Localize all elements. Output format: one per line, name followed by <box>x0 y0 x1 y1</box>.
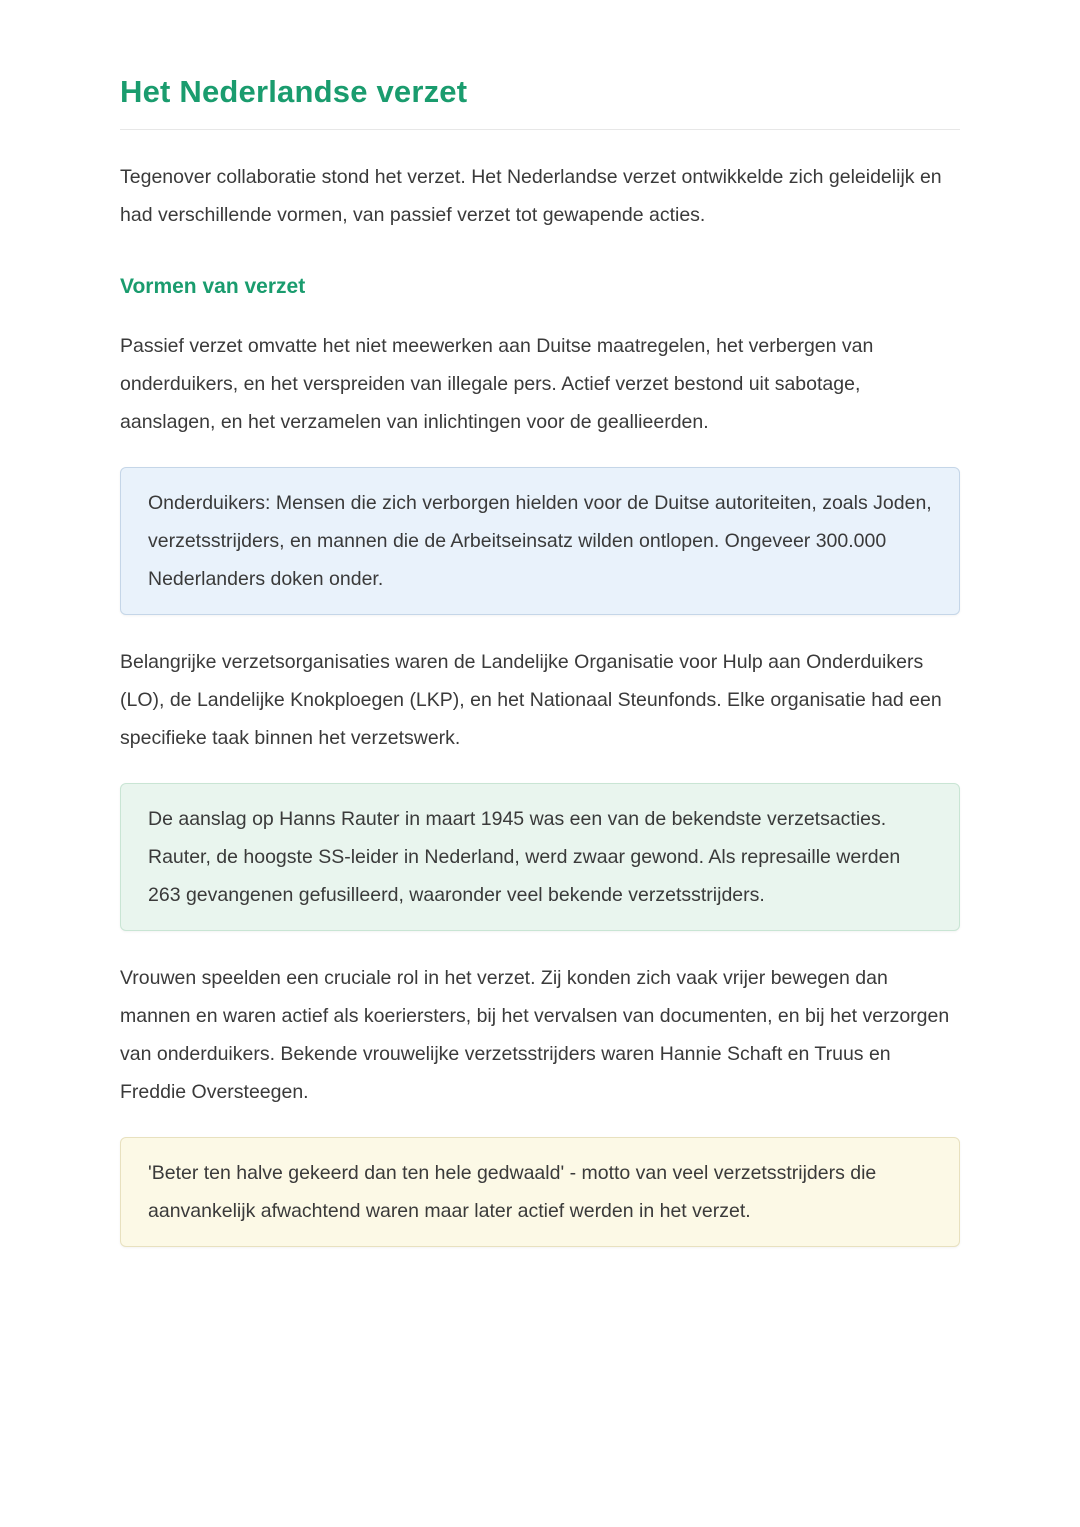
callout-definition-text: Onderduikers: Mensen die zich verborgen hielden voor de Duitse autoriteiten, zoals Joden, verzetsstrijders, en mannen die de Arbeitseinsatz wilden ontlopen. Ongeveer 300.000 Nederlanders doken onder. <box>148 491 932 590</box>
section-heading-vormen-van-verzet: Vormen van verzet <box>120 274 306 298</box>
callout-definition-onderduikers <box>120 467 960 615</box>
callout-motto-text: 'Beter ten halve gekeerd dan ten hele gedwaald' - motto van veel verzetsstrijders die aanvankelijk afwachtend waren maar later actief werden in het verzet. <box>148 1161 877 1222</box>
callout-event-text: De aanslag op Hanns Rauter in maart 1945 was een van de bekendste verzetsacties. Rauter, de hoogste SS-leider in Nederland, werd zwaar gewond. Als represaille werden 263 gevangenen gefusilleerd, waaronder veel bekende verzetsstrijders. <box>148 807 901 906</box>
callout-event-rauter <box>120 783 960 931</box>
callout-motto <box>120 1137 960 1247</box>
bottom-whitespace <box>120 1259 960 1261</box>
intro-paragraph: Tegenover collaboratie stond het verzet. Het Nederlandse verzet ontwikkelde zich geleidelijk en had verschillende vormen, van passief verzet tot gewapende acties. <box>120 165 942 226</box>
paragraph-vormen: Passief verzet omvatte het niet meewerken aan Duitse maatregelen, het verbergen van onderduikers, en het verspreiden van illegale pers. Actief verzet bestond uit sabotage, aanslagen, en het verzamelen van inlichtingen voor de geallieerden. <box>120 334 874 433</box>
title-divider <box>120 129 960 130</box>
page-title: Het Nederlandse verzet <box>120 74 468 109</box>
paragraph-vrouwen: Vrouwen speelden een cruciale rol in het verzet. Zij konden zich vaak vrijer bewegen dan mannen en waren actief als koeriersters, bij het vervalsen van documenten, en bij het verzorgen van onderduikers. Bekende vrouwelijke verzetsstrijders waren Hannie Schaft en Truus en Freddie Oversteegen. <box>120 966 950 1103</box>
paragraph-organisaties: Belangrijke verzetsorganisaties waren de Landelijke Organisatie voor Hulp aan Onderduikers (LO), de Landelijke Knokploegen (LKP), en het Nationaal Steunfonds. Elke organisatie had een specifieke taak binnen het verzetswerk. <box>120 650 942 749</box>
